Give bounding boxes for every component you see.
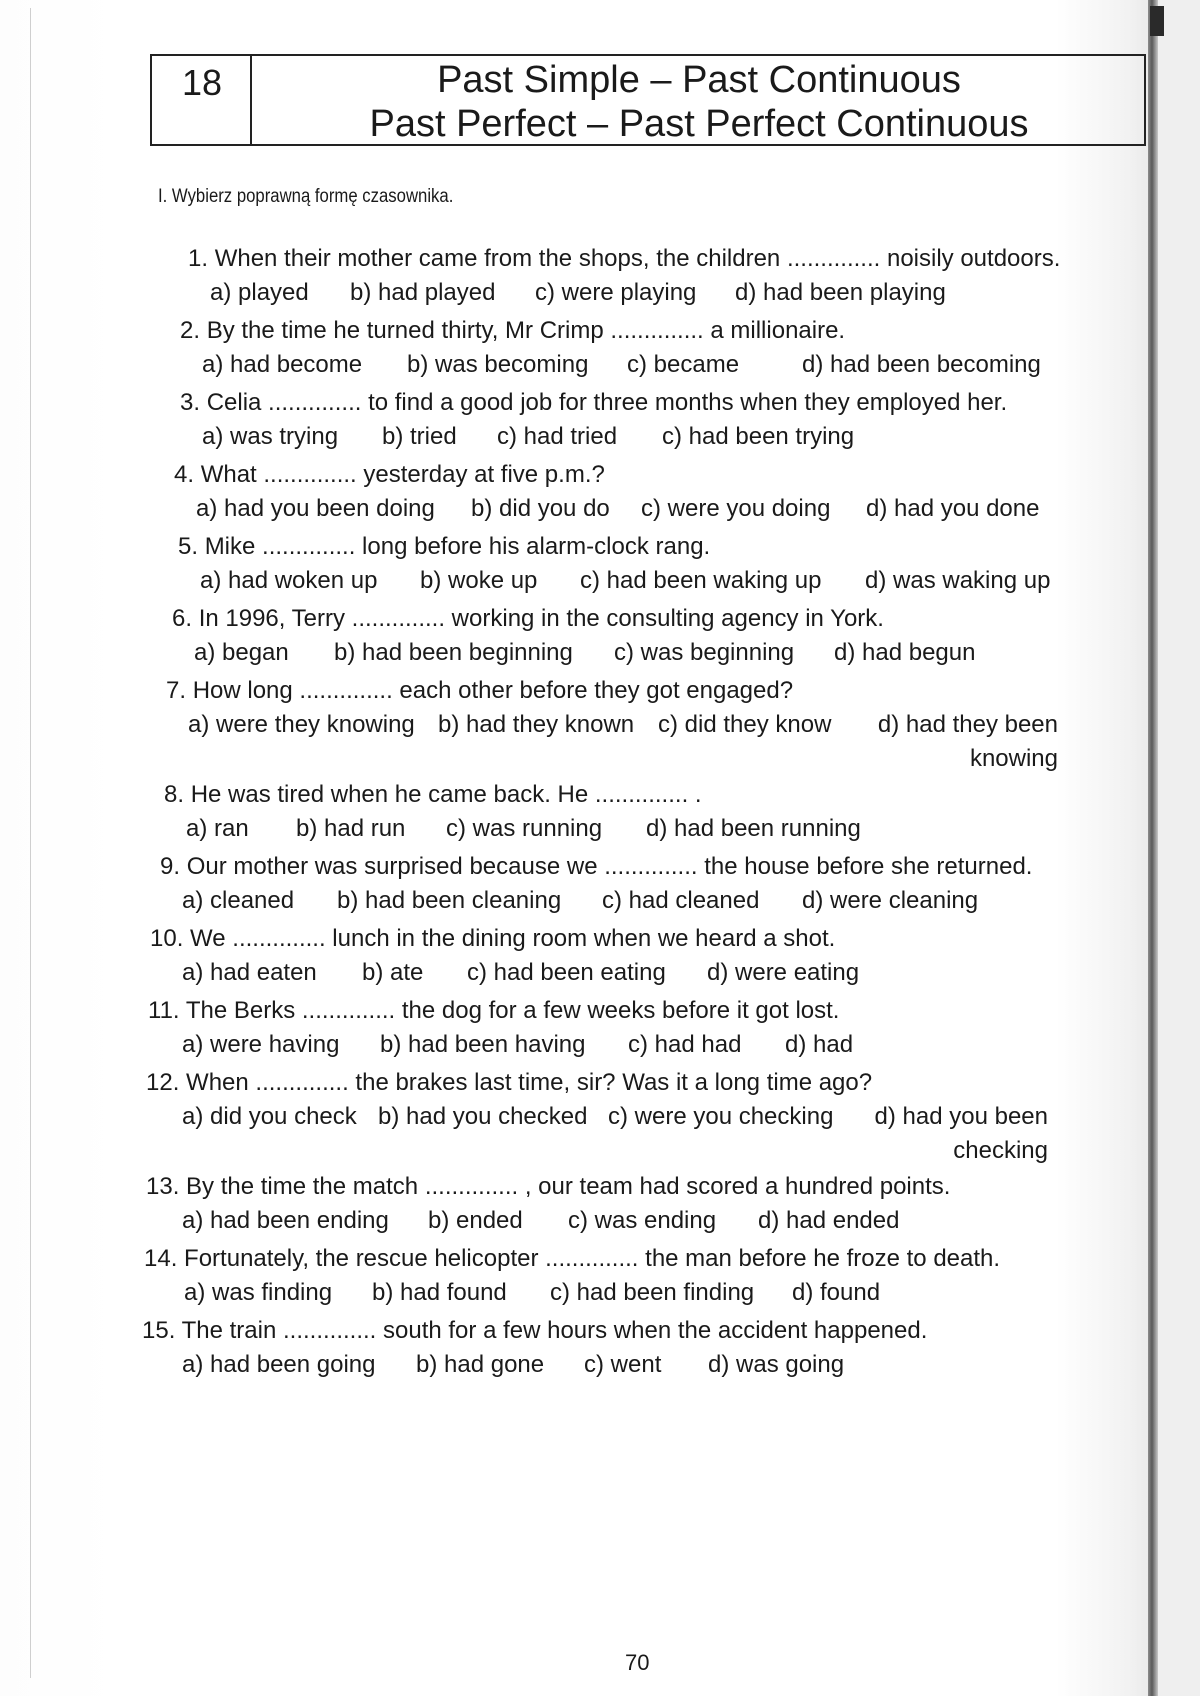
answer-option-a[interactable]: a) had eaten	[182, 959, 317, 986]
answer-options	[182, 884, 1130, 922]
unit-title-line-1: Past Simple – Past Continuous	[437, 59, 961, 101]
answer-option-b[interactable]: b) had found	[372, 1279, 507, 1306]
answer-option-b[interactable]: b) had been having	[380, 1031, 586, 1058]
answer-option-b[interactable]: b) tried	[382, 423, 457, 450]
question-13	[146, 1170, 1130, 1204]
answer-option-d[interactable]: d) had you done	[866, 495, 1040, 522]
answer-option-b[interactable]: b) had been beginning	[334, 639, 573, 666]
question-text: In 1996, Terry .............. working in the consulting agency in York.	[198, 605, 884, 632]
answer-option-d[interactable]: d) had you been checking	[874, 1103, 1048, 1164]
answer-option-b[interactable]: b) did you do	[471, 495, 610, 522]
answer-options	[194, 636, 1130, 674]
answer-option-a[interactable]: a) were they knowing	[188, 711, 415, 738]
answer-option-b[interactable]: b) ate	[362, 959, 424, 986]
question-number: 2.	[180, 317, 201, 344]
question-text: When their mother came from the shops, the children .............. noisily outdoors.	[214, 245, 1061, 272]
question-11	[148, 994, 1130, 1028]
question-14	[144, 1242, 1130, 1276]
answer-options	[166, 1276, 1130, 1314]
unit-number: 18	[152, 56, 252, 144]
question-number: 7.	[166, 677, 187, 704]
question-text: He was tired when he came back. He .............. .	[190, 781, 702, 808]
answer-options	[188, 708, 1130, 778]
answer-option-c[interactable]: c) had tried	[497, 423, 618, 450]
question-number: 10.	[150, 925, 184, 952]
question-2	[180, 314, 1130, 348]
question-number: 9.	[160, 853, 181, 880]
answer-option-d[interactable]: d) had they been knowing	[877, 711, 1058, 772]
answer-option-a[interactable]: a) had you been doing	[196, 495, 435, 522]
answer-option-d[interactable]: d) had begun	[834, 639, 976, 666]
question-number: 13.	[146, 1173, 180, 1200]
answer-option-d[interactable]: d) were eating	[707, 959, 860, 986]
answer-option-c[interactable]: c) had been waking up	[580, 567, 822, 594]
answer-option-d[interactable]: d) were cleaning	[802, 887, 979, 914]
question-text: By the time he turned thirty, Mr Crimp .............. a millionaire.	[206, 317, 846, 344]
answer-option-b[interactable]: b) woke up	[420, 567, 538, 594]
page-binding-shadow-top	[1150, 6, 1164, 36]
answer-option-d[interactable]: d) was going	[708, 1351, 845, 1378]
answer-option-c[interactable]: c) was beginning	[614, 639, 795, 666]
question-9	[160, 850, 1130, 884]
question-text: The Berks .............. the dog for a few weeks before it got lost.	[185, 997, 840, 1024]
question-number: 4.	[174, 461, 195, 488]
answer-option-d[interactable]: d) had been playing	[735, 279, 946, 306]
answer-option-a[interactable]: a) was finding	[184, 1279, 333, 1306]
question-15	[142, 1314, 1130, 1348]
question-number: 3.	[180, 389, 201, 416]
question-number: 14.	[144, 1245, 178, 1272]
answer-option-c[interactable]: c) became	[627, 351, 740, 378]
page-number: 70	[625, 1650, 650, 1675]
answer-option-a[interactable]: a) played	[210, 279, 309, 306]
question-text: Fortunately, the rescue helicopter .............. the man before he froze to death.	[184, 1245, 1001, 1272]
question-number: 5.	[178, 533, 199, 560]
answer-option-b[interactable]: b) had gone	[416, 1351, 545, 1378]
question-3	[180, 386, 1130, 420]
question-text: Celia .............. to find a good job for three months when they employed her.	[206, 389, 1008, 416]
exercise-instruction: I. Wybierz poprawną formę czasownika.	[158, 186, 454, 207]
answer-option-a[interactable]: a) had become	[202, 351, 363, 378]
answer-option-d[interactable]: d) found	[792, 1279, 881, 1306]
answer-option-d[interactable]: d) was waking up	[865, 567, 1051, 594]
answer-options	[202, 420, 1130, 458]
question-4	[174, 458, 1130, 492]
answer-option-b[interactable]: b) had they known	[438, 711, 635, 738]
question-list	[142, 242, 1130, 1386]
page-right-margin	[1158, 0, 1200, 1696]
answer-options	[186, 812, 1130, 850]
answer-option-c[interactable]: c) were you checking	[608, 1103, 834, 1130]
question-number: 8.	[164, 781, 185, 808]
question-text: When .............. the brakes last time, sir? Was it a long time ago?	[186, 1069, 873, 1096]
answer-option-c[interactable]: c) went	[584, 1351, 662, 1378]
question-text: The train .............. south for a few hours when the accident happened.	[181, 1317, 928, 1344]
question-text: What .............. yesterday at five p.m.?	[200, 461, 605, 488]
answer-option-a[interactable]: a) was trying	[202, 423, 339, 450]
answer-option-c[interactable]: c) had had	[628, 1031, 742, 1058]
answer-option-b[interactable]: b) had played	[350, 279, 496, 306]
answer-option-d[interactable]: d) had been running	[646, 815, 861, 842]
answer-option-a[interactable]: a) began	[194, 639, 289, 666]
question-number: 11.	[148, 997, 180, 1024]
question-number: 15.	[142, 1317, 176, 1344]
question-number: 12.	[146, 1069, 180, 1096]
answer-option-d[interactable]: d) had	[785, 1031, 854, 1058]
answer-option-a[interactable]: a) were having	[182, 1031, 340, 1058]
answer-option-c[interactable]: c) had cleaned	[602, 887, 760, 914]
question-number: 6.	[172, 605, 193, 632]
question-10	[150, 922, 1130, 956]
answer-options	[196, 492, 1130, 530]
question-12	[146, 1066, 1130, 1100]
answer-option-c[interactable]: c) were playing	[535, 279, 697, 306]
answer-option-c[interactable]: c) did they know	[658, 711, 832, 738]
answer-option-b[interactable]: b) had you checked	[378, 1103, 588, 1130]
answer-options	[202, 348, 1130, 386]
answer-option-a[interactable]: a) had woken up	[200, 567, 378, 594]
unit-header	[150, 54, 1146, 146]
answer-option-b[interactable]: b) had run	[296, 815, 406, 842]
question-8	[164, 778, 1130, 812]
question-text: We .............. lunch in the dining room when we heard a shot.	[190, 925, 836, 952]
answer-options	[168, 1204, 1130, 1242]
question-1	[188, 242, 1130, 276]
answer-options	[172, 956, 1130, 994]
question-5	[178, 530, 1130, 564]
question-text: Mike .............. long before his alarm-clock rang.	[204, 533, 711, 560]
page-left-edge	[30, 8, 31, 1678]
unit-title	[254, 56, 1144, 146]
answer-option-a[interactable]: a) had been ending	[182, 1207, 389, 1234]
question-6	[172, 602, 1130, 636]
answer-option-d[interactable]: d) had been becoming	[802, 351, 1041, 378]
unit-title-line-2: Past Perfect – Past Perfect Continuous	[369, 103, 1029, 145]
answer-option-b[interactable]: b) was becoming	[407, 351, 589, 378]
question-7	[166, 674, 1130, 708]
answer-options	[200, 564, 1130, 602]
answer-options	[168, 1100, 1130, 1170]
question-text: By the time the match .............. , our team had scored a hundred points.	[186, 1173, 951, 1200]
page-binding-shadow	[1148, 0, 1158, 1696]
answer-option-a[interactable]: a) had been going	[182, 1351, 376, 1378]
answer-option-c[interactable]: c) was running	[446, 815, 603, 842]
answer-options	[164, 1348, 1130, 1386]
answer-option-d[interactable]: d) had ended	[758, 1207, 900, 1234]
question-text: How long .............. each other before they got engaged?	[192, 677, 794, 704]
answer-option-c[interactable]: c) were you doing	[641, 495, 831, 522]
answer-option-c[interactable]: c) was ending	[568, 1207, 717, 1234]
answer-option-c[interactable]: c) had been finding	[550, 1279, 755, 1306]
question-text: Our mother was surprised because we .............. the house before she returned.	[186, 853, 1033, 880]
answer-option-a[interactable]: a) cleaned	[182, 887, 295, 914]
answer-option-b[interactable]: b) had been cleaning	[337, 887, 562, 914]
answer-option-a[interactable]: a) ran	[186, 815, 249, 842]
answer-options	[170, 1028, 1130, 1066]
question-number: 1.	[188, 245, 209, 272]
answer-option-c[interactable]: c) had been eating	[467, 959, 666, 986]
answer-options	[210, 276, 1130, 314]
answer-option-b[interactable]: b) ended	[428, 1207, 523, 1234]
answer-option-a[interactable]: a) did you check	[182, 1103, 357, 1130]
answer-option-d[interactable]: c) had been trying	[662, 423, 855, 450]
